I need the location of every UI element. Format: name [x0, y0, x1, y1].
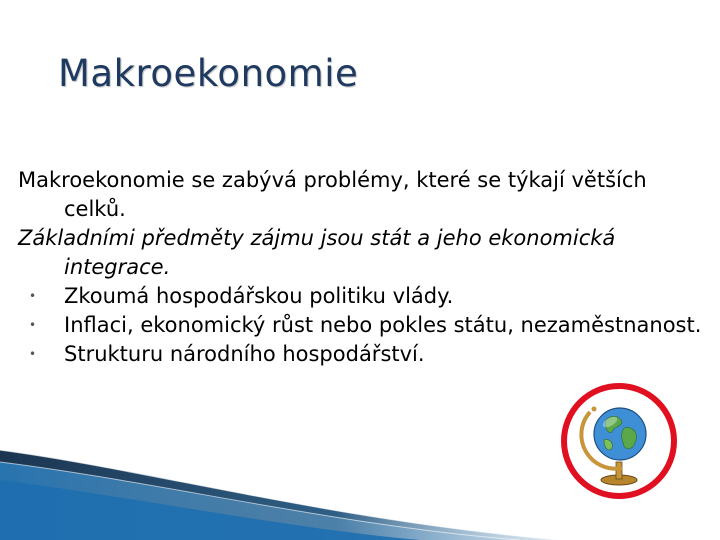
bullet-marker: •: [29, 289, 37, 303]
bullet-text: Zkoumá hospodářskou politiku vlády.: [64, 284, 454, 308]
slide-title: Makroekonomie: [58, 52, 359, 95]
paragraph: Makroekonomie se zabývá problémy, které se týkají větších celků.: [18, 168, 647, 221]
paragraph: Základními předměty zájmu jsou stát a jeho ekonomická integrace.: [18, 226, 616, 279]
bullet-item: [18, 282, 708, 311]
bullet-text: Strukturu národního hospodářství.: [64, 342, 425, 366]
globe-icon: [560, 382, 678, 500]
slide-body: [18, 166, 708, 369]
bullet-marker: •: [29, 318, 37, 332]
bullet-text: Inflaci, ekonomický růst nebo pokles státu, nezaměstnanost.: [64, 313, 702, 337]
bullet-item: [18, 311, 708, 340]
bullet-item: [18, 340, 708, 369]
bullet-marker: •: [29, 347, 37, 361]
